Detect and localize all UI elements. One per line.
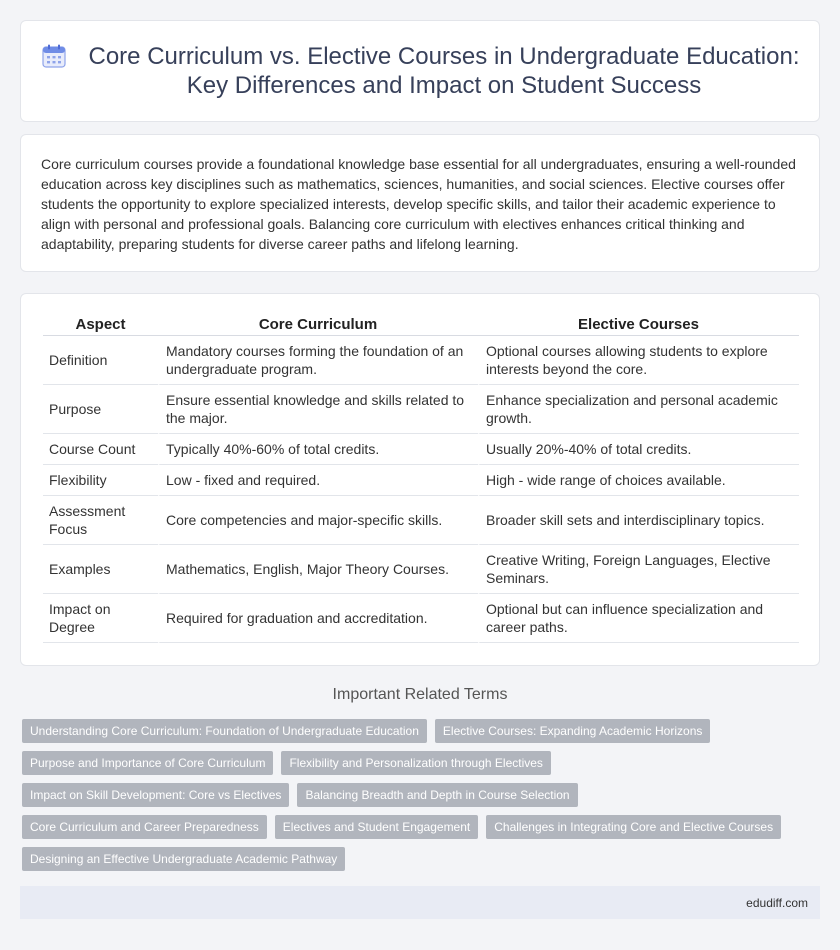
calendar-icon bbox=[40, 42, 68, 70]
row-aspect: Flexibility bbox=[43, 465, 158, 496]
row-core: Required for graduation and accreditation. bbox=[158, 594, 478, 643]
table-row bbox=[43, 465, 799, 496]
row-elective: High - wide range of choices available. bbox=[478, 465, 799, 496]
row-aspect: Purpose bbox=[43, 385, 158, 434]
row-core: Mathematics, English, Major Theory Courses. bbox=[158, 545, 478, 594]
title-wrap bbox=[40, 42, 800, 100]
related-terms-heading: Important Related Terms bbox=[332, 686, 508, 703]
related-term-tag[interactable]: Purpose and Importance of Core Curriculum bbox=[22, 751, 273, 775]
page-title: Core Curriculum vs. Elective Courses in Undergraduate Education: Key Differences and Impact on Student Success bbox=[88, 43, 800, 99]
row-core: Core competencies and major-specific skills. bbox=[158, 496, 478, 545]
related-term-tag[interactable]: Impact on Skill Development: Core vs Electives bbox=[22, 783, 289, 807]
related-term-tag[interactable]: Challenges in Integrating Core and Elective Courses bbox=[486, 815, 781, 839]
row-elective: Broader skill sets and interdisciplinary topics. bbox=[478, 496, 799, 545]
row-core: Mandatory courses forming the foundation of an undergraduate program. bbox=[158, 336, 478, 385]
related-term-tag[interactable]: Designing an Effective Undergraduate Academic Pathway bbox=[22, 847, 345, 871]
row-aspect: Examples bbox=[43, 545, 158, 594]
related-term-tag[interactable]: Elective Courses: Expanding Academic Horizons bbox=[435, 719, 710, 743]
intro-card bbox=[20, 134, 820, 272]
row-elective: Enhance specialization and personal academic growth. bbox=[478, 385, 799, 434]
header-elective: Elective Courses bbox=[478, 312, 799, 336]
related-term-tag[interactable]: Electives and Student Engagement bbox=[275, 815, 478, 839]
title-card bbox=[20, 20, 820, 122]
row-elective: Usually 20%-40% of total credits. bbox=[478, 434, 799, 465]
row-elective: Creative Writing, Foreign Languages, Elective Seminars. bbox=[478, 545, 799, 594]
row-aspect: Impact on Degree bbox=[43, 594, 158, 643]
row-aspect: Course Count bbox=[43, 434, 158, 465]
footer bbox=[20, 886, 820, 919]
row-elective: Optional but can influence specialization and career paths. bbox=[478, 594, 799, 643]
related-terms-list bbox=[22, 719, 822, 871]
table-row bbox=[43, 434, 799, 465]
header-core: Core Curriculum bbox=[158, 312, 478, 336]
table-header-row bbox=[43, 312, 799, 336]
related-term-tag[interactable]: Balancing Breadth and Depth in Course Selection bbox=[297, 783, 577, 807]
comparison-card bbox=[20, 293, 820, 666]
table-row bbox=[43, 336, 799, 385]
row-elective: Optional courses allowing students to explore interests beyond the core. bbox=[478, 336, 799, 385]
footer-brand-link[interactable]: edudiff.com bbox=[746, 895, 808, 910]
related-term-tag[interactable]: Core Curriculum and Career Preparedness bbox=[22, 815, 267, 839]
comparison-table bbox=[43, 312, 799, 643]
row-core: Typically 40%-60% of total credits. bbox=[158, 434, 478, 465]
table-row bbox=[43, 496, 799, 545]
row-core: Low - fixed and required. bbox=[158, 465, 478, 496]
related-term-tag[interactable]: Flexibility and Personalization through Electives bbox=[281, 751, 550, 775]
table-row bbox=[43, 545, 799, 594]
related-term-tag[interactable]: Understanding Core Curriculum: Foundation of Undergraduate Education bbox=[22, 719, 427, 743]
table-row bbox=[43, 385, 799, 434]
intro-paragraph: Core curriculum courses provide a foundational knowledge base essential for all undergraduates, ensuring a well-rounded education across key disciplines such as mathematics, sciences, humanities, and social sciences. Elective courses offer students the opportunity to explore specialized interests, develop specific skills, and tailor their academic experience to align with personal and professional goals. Balancing core curriculum with electives enhances critical thinking and adaptability, preparing students for diverse career paths and lifelong learning. bbox=[41, 156, 796, 252]
row-aspect: Assessment Focus bbox=[43, 496, 158, 545]
row-core: Ensure essential knowledge and skills related to the major. bbox=[158, 385, 478, 434]
header-aspect: Aspect bbox=[43, 312, 158, 336]
table-row bbox=[43, 594, 799, 643]
row-aspect: Definition bbox=[43, 336, 158, 385]
